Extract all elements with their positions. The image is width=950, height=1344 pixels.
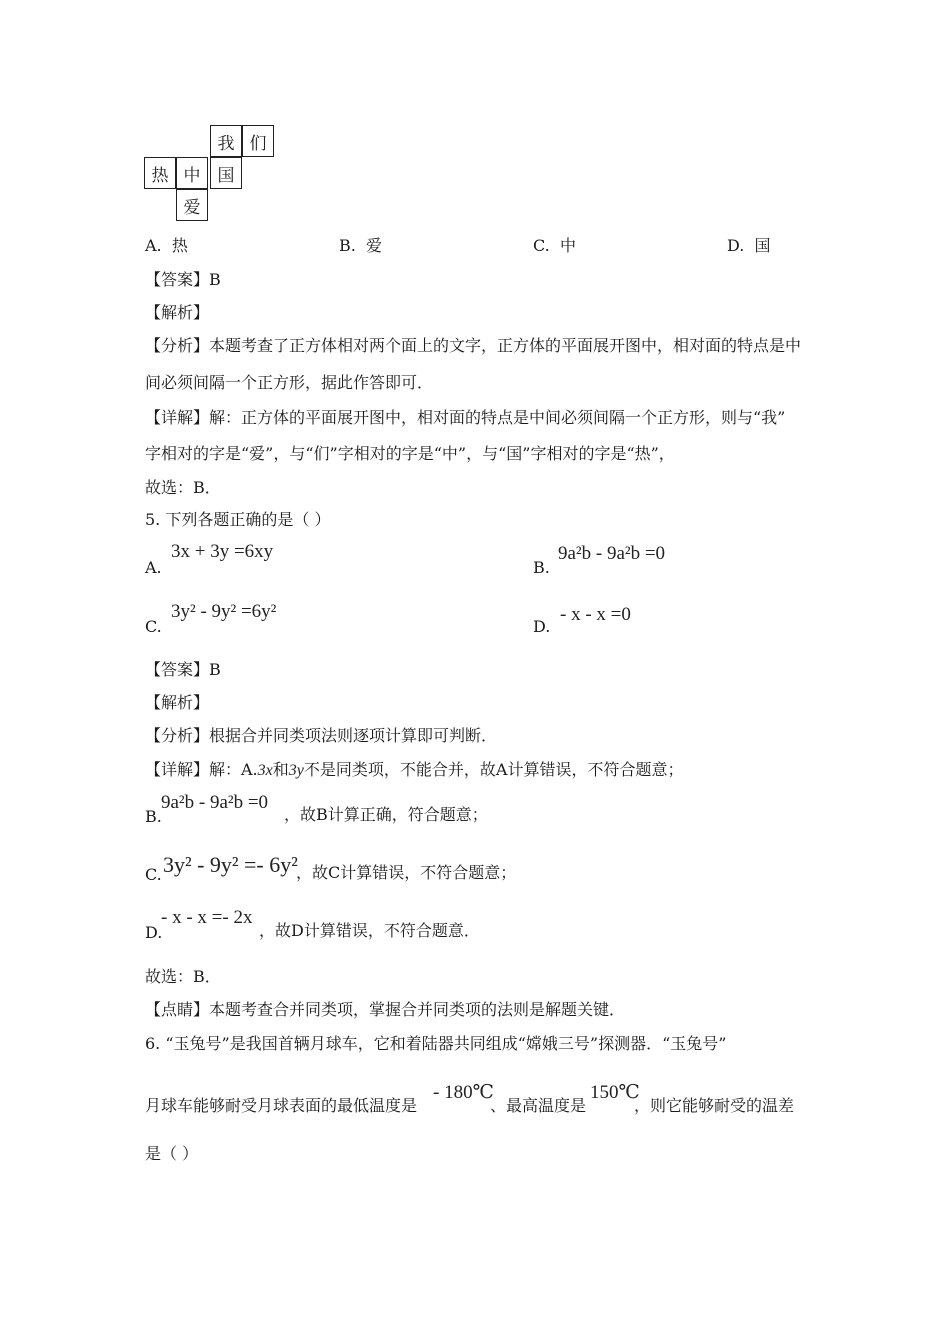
q4-option-a: A. 热 <box>145 236 188 255</box>
q5-d-label: D. <box>533 617 551 636</box>
q5-c-label: C. <box>145 617 162 636</box>
q5-jiexi: 【解析】 <box>145 693 210 712</box>
net-cell-zhong: 中 <box>176 157 208 189</box>
q5-xiangjie-a: 【详解】解：A.3x和3y不是同类项，不能合并，故A计算错误，不符合题意； <box>145 760 684 779</box>
q4-xiangjie-1: 【详解】解：正方体的平面展开图中，相对面的特点是中间必须间隔一个正方形，则与“我” <box>145 408 786 427</box>
q5-guxuan: 故选：B． <box>145 967 221 986</box>
q5-b-expr: 9a²b - 9a²b =0 <box>558 543 666 564</box>
q6-low-temp: - 180℃ <box>433 1082 494 1103</box>
q5-answer: 【答案】B <box>145 660 221 679</box>
q5-d-expr: - x - x =0 <box>560 604 631 625</box>
q5-exp-b-text: ，故B计算正确，符合题意； <box>284 805 488 824</box>
net-cell-wo: 我 <box>210 125 242 157</box>
q5-b-label: B. <box>533 558 550 577</box>
net-cell-men: 们 <box>242 125 274 157</box>
q5-exp-d-text: ，故D计算错误，不符合题意． <box>259 921 480 940</box>
q4-jiexi: 【解析】 <box>145 303 210 322</box>
q6-high-temp: 150℃ <box>590 1082 640 1103</box>
net-cell-re: 热 <box>144 157 176 189</box>
q5-exp-b-expr: 9a²b - 9a²b =0 <box>161 792 269 813</box>
q5-stem: 5. 下列各题正确的是（ ） <box>145 510 331 529</box>
q6-line-2c: ，则它能够耐受的温差 <box>634 1096 795 1115</box>
q4-option-d: D. 国 <box>727 236 771 255</box>
q5-exp-d-expr: - x - x =- 2x <box>161 907 253 928</box>
q4-xiangjie-2: 字相对的字是“爱”，与“们”字相对的字是“中”，与“国”字相对的字是“热”， <box>145 444 675 463</box>
q5-a-label: A. <box>145 558 162 577</box>
q6-line-2b: 、最高温度是 <box>490 1096 587 1115</box>
q5-exp-c-text: ，故C计算错误，不符合题意； <box>296 863 517 882</box>
q5-dianjing: 【点睛】本题考查合并同类项，掌握合并同类项的法则是解题关键． <box>145 1000 626 1019</box>
q5-exp-c-expr: 3y² - 9y² =- 6y² <box>163 852 298 877</box>
q4-fenxi-2: 间必须间隔一个正方形，据此作答即可． <box>145 373 434 392</box>
net-cell-ai: 爱 <box>176 189 208 221</box>
q4-fenxi-1: 【分析】本题考查了正方体相对两个面上的文字，正方体的平面展开图中，相对面的特点是中 <box>145 336 802 355</box>
q5-exp-b-label: B. <box>145 807 162 826</box>
q4-option-b: B. 爱 <box>339 236 383 255</box>
q5-exp-c-label: C. <box>145 865 162 884</box>
q5-fenxi: 【分析】根据合并同类项法则逐项计算即可判断． <box>145 726 498 745</box>
q6-line-1: 6. “玉兔号”是我国首辆月球车，它和着陆器共同组成“嫦娥三号”探测器．“玉兔号” <box>145 1034 727 1053</box>
net-cell-guo: 国 <box>210 157 242 189</box>
q4-option-c: C. 中 <box>533 236 576 255</box>
q4-guxuan: 故选：B． <box>145 478 221 497</box>
q6-line-2a: 月球车能够耐受月球表面的最低温度是 <box>145 1096 418 1115</box>
q5-a-expr: 3x + 3y =6xy <box>171 541 274 562</box>
q4-answer: 【答案】B <box>145 270 221 289</box>
q5-exp-d-label: D. <box>145 923 163 942</box>
q5-c-expr: 3y² - 9y² =6y² <box>171 601 277 622</box>
q6-line-3: 是（ ） <box>145 1144 199 1163</box>
